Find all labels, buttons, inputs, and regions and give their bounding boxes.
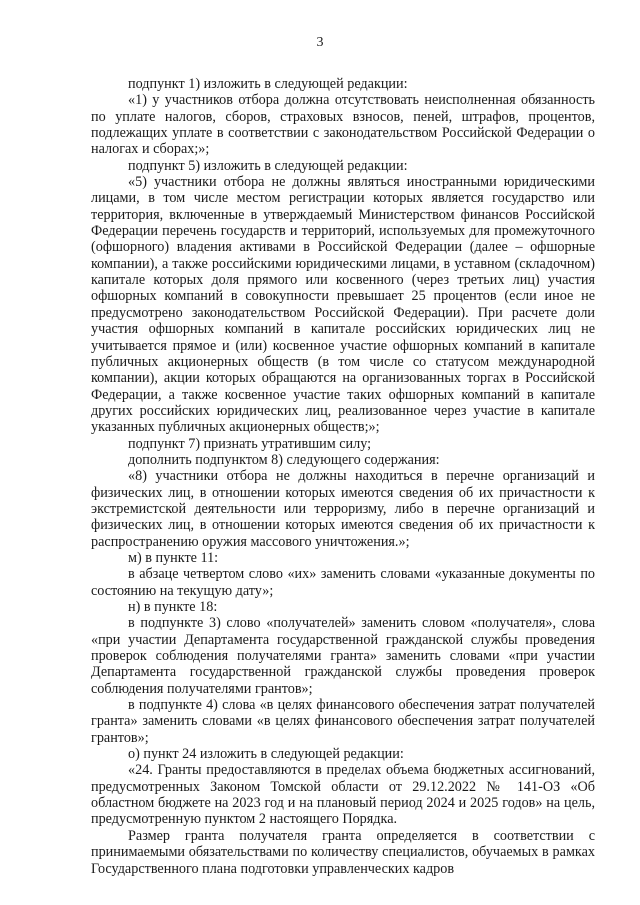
paragraph: подпункт 7) признать утратившим силу;: [128, 435, 372, 452]
document-body: [91, 76, 595, 877]
paragraph: «5) участники отбора не должны являться иностранными юридическими лицами, в том числе местом регистрации которых является государство или территория, включенные в утверждаемый Министерством финансов Российской Федерации перечень государств и территорий, используемых для промежуточного (офшорного) владения активами в Российской Федерации (далее – офшорные компании), а также российскими юридическими лицами, в уставном (складочном) капитале которых доля прямого или косвенного (через третьих лиц) участия офшорных компаний в совокупности превышает 25 процентов (если иное не предусмотрено законодательством Российской Федерации). При расчете доли участия офшорных компаний в капитале российских юридических лиц не учитывается прямое и (или) косвенное участие офшорных компаний в капитале публичных акционерных обществ (в том числе со статусом международной компании), акции которых обращаются на организованных торгах в Российской Федерации, а также косвенное участие таких офшорных компаний в капитале других российских юридических лиц, реализованное через участие в капитале указанных публичных акционерных обществ;»;: [91, 174, 595, 436]
paragraph: н) в пункте 18:: [128, 599, 218, 615]
paragraph: подпункт 1) изложить в следующей редакции:: [128, 76, 408, 92]
paragraph: «24. Гранты предоставляются в пределах объема бюджетных ассигнований, предусмотренных Законом Томской области от 29.12.2022 № 141-ОЗ «Об областном бюджете на 2023 год и на плановый период 2024 и 2025 годов» на цель, предусмотренную пунктом 2 настоящего Порядка.: [91, 762, 595, 828]
paragraph: дополнить подпунктом 8) следующего содержания:: [128, 451, 440, 468]
paragraph: в подпункте 3) слово «получателей» заменить словом «получателя», слова «при участии Департамента государственной гражданской службы проведения проверок соблюдения получателями гранта» заменить словами «при участии Департамента государственной гражданской службы проведения проверок соблюдения получателями грантов»;: [91, 615, 595, 697]
paragraph: м) в пункте 11:: [128, 549, 219, 566]
paragraph: Размер гранта получателя гранта определяется в соответствии с принимаемыми обязательствами по количеству специалистов, обучаемых в рамках Государственного плана подготовки управленческих кадров: [91, 827, 595, 877]
paragraph: «1) у участников отбора должна отсутствовать неисполненная обязанность по уплате налогов, сборов, страховых взносов, пеней, штрафов, процентов, подлежащих уплате в соответствии с законодательством Российской Федерации о налогах и сборах;»;: [91, 92, 595, 158]
paragraph: «8) участники отбора не должны находиться в перечне организаций и физических лиц, в отношении которых имеются сведения об их причастности к экстремистской деятельности или терроризму, либо в перечне организаций и физических лиц, в отношении которых имеются сведения об их причастности к распространению оружия массового уничтожения.»;: [91, 468, 595, 550]
paragraph: о) пункт 24 изложить в следующей редакции:: [128, 746, 404, 763]
paragraph: в абзаце четвертом слово «их» заменить словами «указанные документы по состоянию на текущую дату»;: [91, 566, 595, 599]
paragraph: в подпункте 4) слова «в целях финансового обеспечения затрат получателей гранта» заменить словами «в целях финансового обеспечения затрат получателей грантов»;: [91, 697, 595, 746]
page-number: 3: [316, 35, 324, 50]
paragraph: подпункт 5) изложить в следующей редакции:: [128, 157, 408, 174]
